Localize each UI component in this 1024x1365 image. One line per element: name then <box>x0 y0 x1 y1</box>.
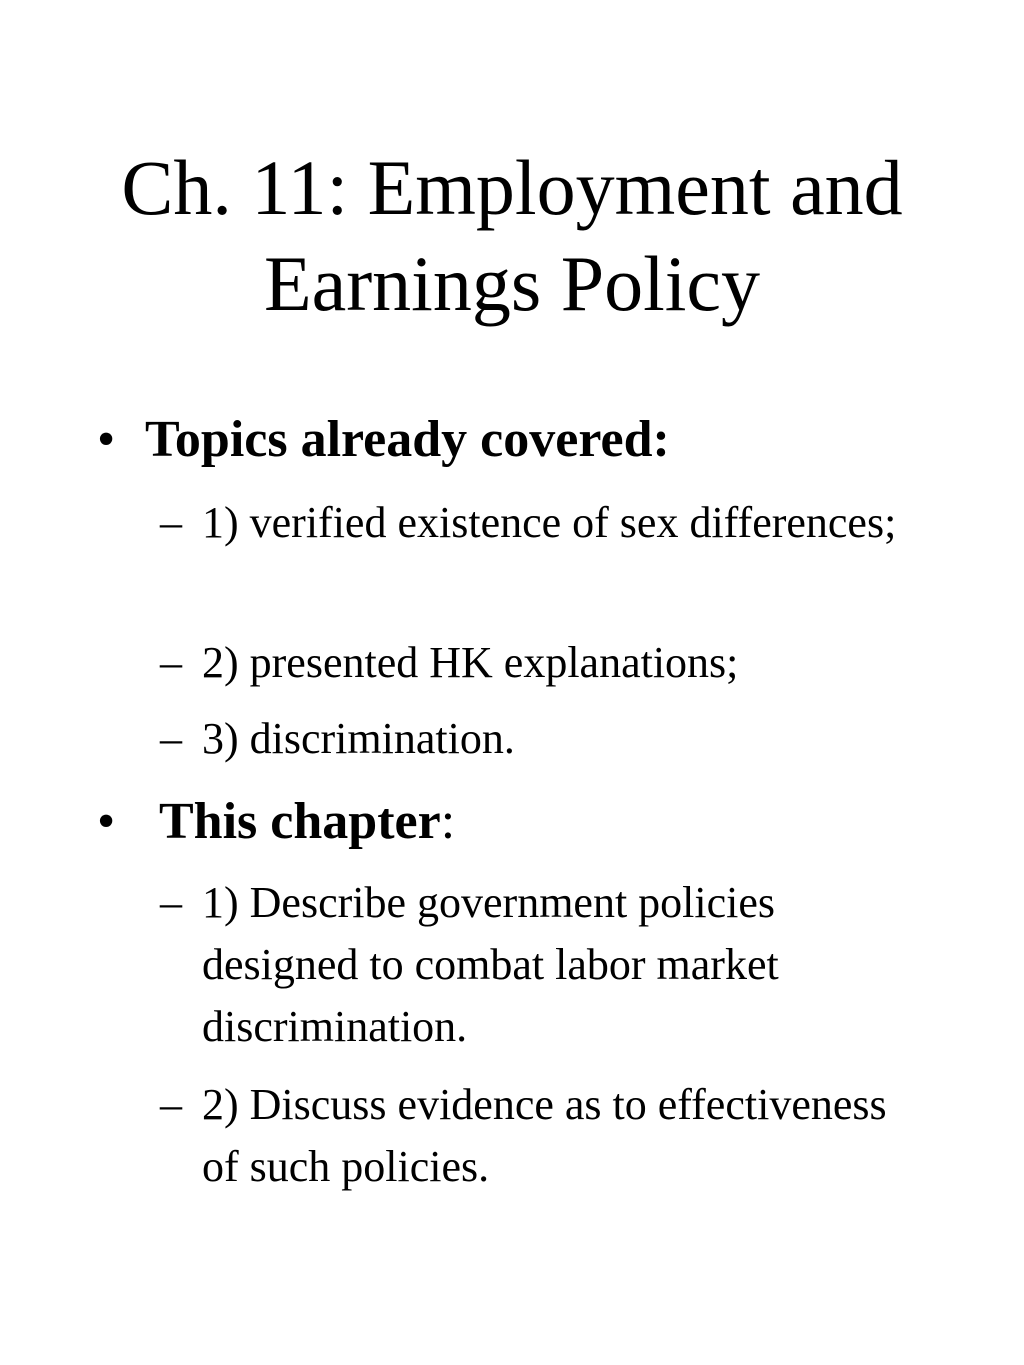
bullet-heading-suffix: : <box>440 793 456 850</box>
sub-item-marker: – <box>160 498 182 547</box>
bullet-heading: This chapter <box>159 793 441 850</box>
sub-item-marker: – <box>160 1080 182 1129</box>
bullet-this-chapter <box>97 792 997 852</box>
title-line-2: Earnings Policy <box>263 240 761 327</box>
bullet-marker: • <box>97 411 116 468</box>
sub-item-marker: – <box>160 878 182 927</box>
bullet-heading-group <box>159 792 455 852</box>
sub-item-marker: – <box>160 714 182 763</box>
sub-item <box>160 492 960 616</box>
slide-title <box>0 140 1024 332</box>
sub-item-text: 2) Discuss evidence as to effectiveness of such policies. <box>202 1080 887 1191</box>
sub-item-marker: – <box>160 638 182 687</box>
sub-item-text: 2) presented HK explanations; <box>202 638 739 687</box>
sub-item-text: 1) verified existence of sex differences; <box>202 498 897 547</box>
title-line-1: Ch. 11: Employment and <box>121 144 903 231</box>
bullet-topics-covered <box>97 410 997 470</box>
sub-item-text: 1) Describe government policies designed to combat labor market discrimination. <box>202 878 779 1051</box>
sub-item <box>160 632 960 694</box>
sub-item <box>160 708 960 770</box>
sub-item-text: 3) discrimination. <box>202 714 515 763</box>
bullet-heading: Topics already covered: <box>145 411 670 468</box>
sub-item <box>160 872 960 1058</box>
sub-item <box>160 1074 960 1198</box>
bullet-marker: • <box>97 793 116 850</box>
